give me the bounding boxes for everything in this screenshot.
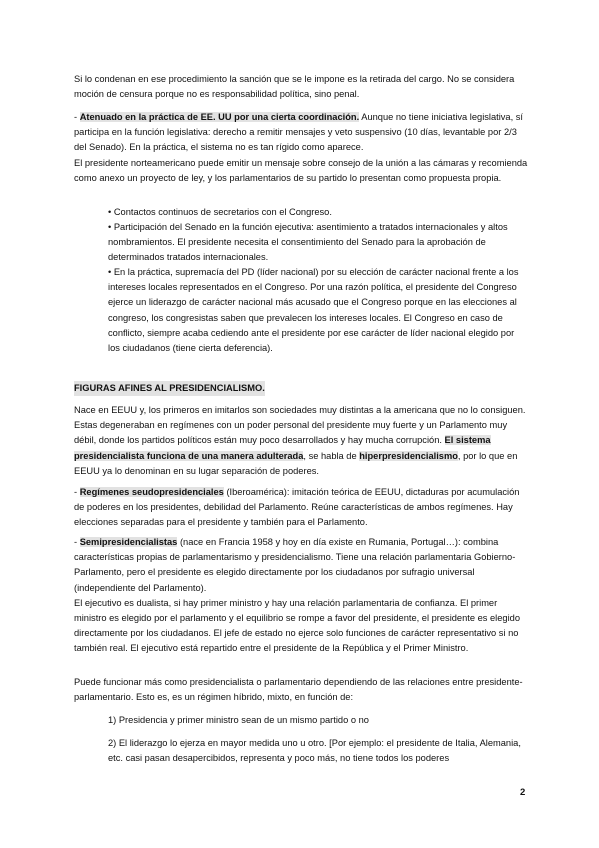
atenuado-paragraph <box>74 110 529 186</box>
nace-text-2: , se habla de <box>303 450 360 461</box>
semi-line2: El ejecutivo es dualista, si hay primer ministro y hay una relación parlamentaria de confianza. El primer ministro es elegido por el parlamento y el equilibrio se rompe a favor del presidente, el presidente es elegido directamente por los ciudadanos. El jefe de estado no ejerce solo funciones de carácter representativo si no también real. El ejecutivo está repartido entre el presidente de la República y el Primer Ministro. <box>74 597 520 654</box>
numbered-item-1: 1) Presidencia y primer ministro sean de un mismo partido o no <box>108 715 369 725</box>
semi-paragraph <box>74 535 529 657</box>
section-heading: FIGURAS AFINES AL PRESIDENCIALISMO. <box>74 381 265 396</box>
bullet-item-3: • En la práctica, supremacía del PD (líder nacional) por su elección de carácter nacional frente a los intereses locales representados en el Congreso. Por una razón política, el presidente del Congreso ejerce un liderazgo de carácter nacional más acusado que el Congreso porque en las elecciones al congreso, los congresistas saben que prevalecen los intereses locales. El Congreso en caso de conflicto, siempre acaba cediendo ante el presidente por ese carácter de líder nacional elegido por los ciudadanos (tiene cierta deferencia). <box>108 267 519 354</box>
regimenes-dash: - <box>74 487 80 497</box>
numbered-item-2: 2) El liderazgo lo ejerza en mayor medida uno u otro. [Por ejemplo: el presidente de Italia, Alemania, etc. casi pasan desapercibidos, representa y poco más, no tiene todos los poderes <box>108 738 521 764</box>
semi-text: (nace en Francia 1958 y hoy en día existe en Rumania, Portugal…): combina características propias de parlamentarismo y presidencialismo. Tiene una relación parlamentaria Gobierno- Parlamento, pero el presidente es elegido directamente por los ciudadanos por sufragio universal (independiente del Parlamento). <box>74 537 516 593</box>
nace-text-1: Nace en EEUU y, los primeros en imitarlos son sociedades muy distintas a la americana que no lo consiguen. Estas degeneraban en regímenes con un poder personal del presidente muy fuerte y un Parlamento muy débil, donde los partidos políticos están muy poco desarrollados y hay mucha corrupción. <box>74 405 526 446</box>
atenuado-dash: - <box>74 112 80 122</box>
atenuado-title: Atenuado en la práctica de EE. UU por una cierta coordinación. <box>79 112 360 122</box>
nace-text-3: , por lo que en EEUU ya lo denominan en su lugar separación de poderes. <box>74 450 518 476</box>
semi-title: Semipresidencialistas <box>79 537 178 547</box>
puede-paragraph: Puede funcionar más como presidencialista o parlamentario dependiendo de las relaciones entre presidente-parlamentario. Esto es, es un régimen híbrido, mixto, en función de: <box>74 677 523 703</box>
regimenes-title: Regímenes seudopresidenciales <box>79 487 224 497</box>
bullet-item-1: • Contactos continuos de secretarios con el Congreso. <box>108 207 332 217</box>
semi-dash: - <box>74 537 80 547</box>
intro-paragraph: Si lo condenan en ese procedimiento la sanción que se le impone es la retirada del cargo. No se considera moción de censura porque no es responsabilidad política, sino penal. <box>74 74 515 100</box>
regimenes-text: (Iberoamérica): imitación teórica de EEUU, dictaduras por acumulación de poderes en los presidentes, debilidad del Parlamento. Reúne características de ambos regímenes. Hay elecciones separadas para el presidente y también para el Parlamento. <box>74 487 520 528</box>
atenuado-line2: El presidente norteamericano puede emitir un mensaje sobre consejo de la unión a las cámaras y recomienda como anexo un proyecto de ley, y los parlamentarios de su partido lo presentan como propuesta propia. <box>74 157 528 183</box>
page-number: 2 <box>520 787 526 798</box>
nace-bold-1: El sistema presidencialista funciona de una manera adulterada <box>74 435 491 461</box>
atenuado-text: Aunque no tiene iniciativa legislativa, sí participa en la función legislativa: derecho a remitir mensajes y veto suspensivo (10 días, levantable por 2/3 del Senado). En la práctica, el sistema no es tan rígido como aparece. <box>74 112 524 153</box>
bullet-item-2: • Participación del Senado en la función ejecutiva: asentimiento a tratados internacionales y altos nombramientos. El presidente necesita el consentimiento del Senado para la aprobación de determinados tratados internacionales. <box>108 222 508 263</box>
nace-bold-2: hiperpresidencialismo <box>359 450 458 461</box>
nace-paragraph <box>74 403 529 479</box>
regimenes-paragraph <box>74 485 529 531</box>
